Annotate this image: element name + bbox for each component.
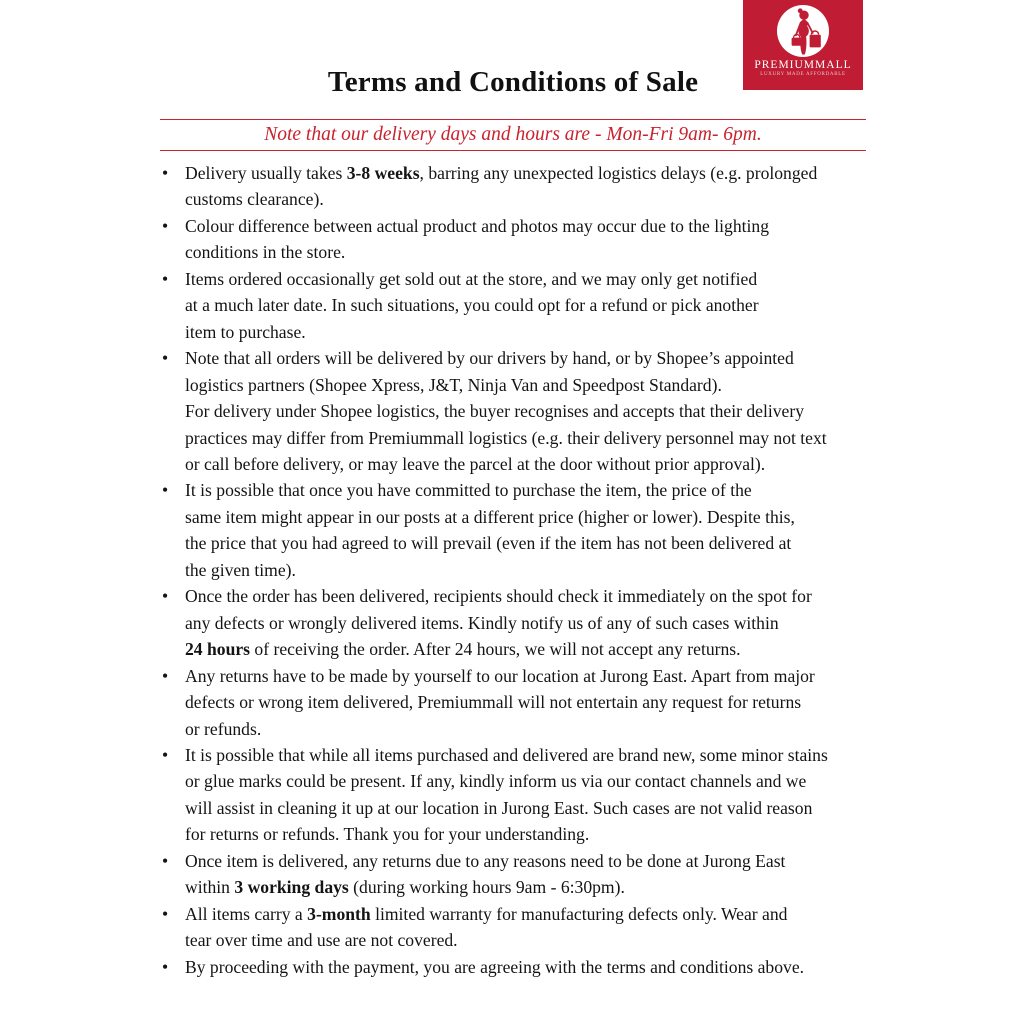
- term-item: [160, 901, 1020, 954]
- term-line: [185, 874, 1020, 900]
- delivery-note-text: Note that our delivery days and hours are - Mon-Fri 9am- 6pm.: [264, 124, 762, 145]
- term-line: [185, 425, 1020, 451]
- logo-brand-text: PREMIUMMALL: [754, 59, 852, 71]
- term-text: for returns or refunds. Thank you for your understanding.: [185, 824, 590, 845]
- terms-list: [160, 160, 1020, 980]
- term-item: [160, 266, 1020, 345]
- term-text: or glue marks could be present. If any, kindly inform us via our contact channels and we: [185, 771, 807, 792]
- term-line: [185, 186, 1020, 212]
- term-text: or refunds.: [185, 718, 262, 739]
- term-text: of receiving the order. After 24 hours, we will not accept any returns.: [250, 639, 741, 660]
- term-line: [185, 213, 1020, 239]
- term-line: [185, 768, 1020, 794]
- term-text: same item might appear in our posts at a different price (higher or lower). Despite this,: [185, 506, 795, 527]
- term-text-bold: 24 hours: [185, 639, 251, 660]
- term-text: By proceeding with the payment, you are agreeing with the terms and conditions above.: [185, 956, 805, 977]
- term-item: [160, 213, 1020, 266]
- page-title: Terms and Conditions of Sale: [327, 66, 699, 98]
- term-line: [185, 927, 1020, 953]
- term-text: at a much later date. In such situations, you could opt for a refund or pick another: [185, 295, 759, 316]
- term-text: or call before delivery, or may leave the parcel at the door without prior approval).: [185, 453, 766, 474]
- term-item: [160, 848, 1020, 901]
- term-line: [185, 610, 1020, 636]
- term-line: [185, 795, 1020, 821]
- term-item: [160, 742, 1020, 848]
- woman-with-bags-icon: [777, 5, 829, 57]
- term-text: Colour difference between actual product and photos may occur due to the lighting: [185, 215, 769, 236]
- term-item: [160, 663, 1020, 742]
- term-text: any defects or wrongly delivered items. Kindly notify us of any of such cases within: [185, 612, 779, 633]
- term-item: [160, 345, 1020, 477]
- term-item: [160, 954, 1020, 980]
- term-text: defects or wrong item delivered, Premiummall will not entertain any request for returns: [185, 692, 802, 713]
- term-line: [185, 451, 1020, 477]
- term-line: [185, 689, 1020, 715]
- term-text: , barring any unexpected logistics delays (e.g. prolonged: [419, 163, 818, 183]
- term-line: [185, 636, 1020, 662]
- term-line: [185, 239, 1020, 265]
- term-text: the given time).: [185, 559, 296, 580]
- term-line: [185, 504, 1020, 530]
- term-text: the price that you had agreed to will prevail (even if the item has not been delivered at: [185, 533, 792, 554]
- term-line: [185, 557, 1020, 583]
- term-item: [160, 477, 1020, 583]
- term-line: [185, 583, 1020, 609]
- term-text: It is possible that while all items purchased and delivered are brand new, some minor stains: [185, 744, 828, 765]
- term-text-bold: 3-8 weeks: [346, 163, 420, 183]
- delivery-note-band: [160, 119, 866, 151]
- term-text: Note that all orders will be delivered by our drivers by hand, or by Shopee’s appointed: [185, 348, 794, 369]
- term-item: [160, 583, 1020, 662]
- term-text: customs clearance).: [185, 189, 324, 210]
- term-text: item to purchase.: [185, 321, 306, 342]
- term-text-bold: 3 working days: [234, 877, 349, 898]
- term-text: within: [185, 877, 235, 898]
- term-text: Delivery usually takes: [185, 163, 347, 183]
- term-line: [185, 742, 1020, 768]
- term-text: limited warranty for manufacturing defects only. Wear and: [370, 903, 788, 924]
- term-text: (during working hours 9am - 6:30pm).: [348, 877, 625, 898]
- term-text: Any returns have to be made by yourself to our location at Jurong East. Apart from major: [185, 665, 815, 686]
- term-text: tear over time and use are not covered.: [185, 930, 458, 951]
- logo-tagline-text: LUXURY MADE AFFORDABLE: [760, 72, 846, 77]
- term-line: [185, 372, 1020, 398]
- term-text: logistics partners (Shopee Xpress, J&T, Ninja Van and Speedpost Standard).: [185, 374, 722, 395]
- term-line: [185, 160, 1020, 186]
- term-line: [185, 716, 1020, 742]
- term-text: will assist in cleaning it up at our location in Jurong East. Such cases are not valid reason: [185, 797, 813, 818]
- term-line: [185, 345, 1020, 371]
- term-line: [185, 848, 1020, 874]
- term-line: [185, 477, 1020, 503]
- term-text: practices may differ from Premiummall logistics (e.g. their delivery personnel may not text: [185, 427, 827, 448]
- term-line: [185, 266, 1020, 292]
- term-line: [185, 530, 1020, 556]
- term-text: Once the order has been delivered, recipients should check it immediately on the spot for: [185, 586, 812, 607]
- term-text: Items ordered occasionally get sold out at the store, and we may only get notified: [185, 268, 758, 289]
- term-text-bold: 3-month: [307, 903, 371, 924]
- term-text: It is possible that once you have committed to purchase the item, the price of the: [185, 480, 752, 501]
- term-line: [185, 398, 1020, 424]
- term-item: [160, 160, 1020, 213]
- term-text: Once item is delivered, any returns due to any reasons need to be done at Jurong East: [185, 850, 786, 871]
- term-line: [185, 954, 1020, 980]
- term-line: [185, 292, 1020, 318]
- term-text: conditions in the store.: [185, 242, 346, 263]
- term-line: [185, 319, 1020, 345]
- term-line: [185, 663, 1020, 689]
- term-line: [185, 901, 1020, 927]
- term-text: All items carry a: [185, 903, 308, 924]
- term-text: For delivery under Shopee logistics, the buyer recognises and accepts that their delivery: [185, 401, 805, 422]
- term-line: [185, 821, 1020, 847]
